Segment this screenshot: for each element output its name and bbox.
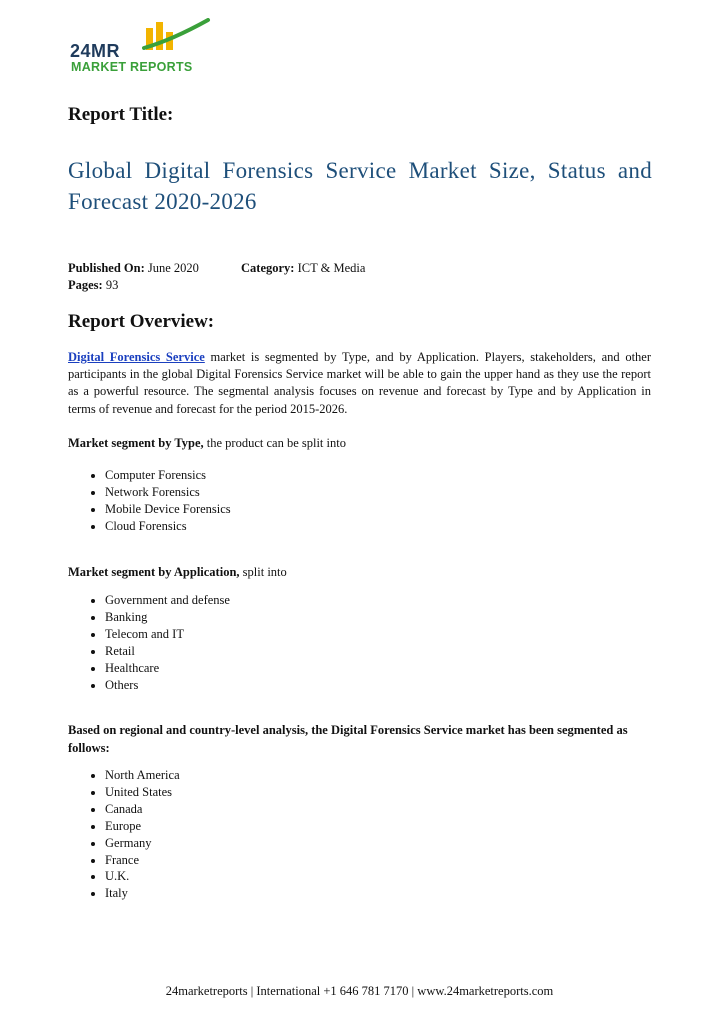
segment-application-bold: Market segment by Application, bbox=[68, 565, 240, 579]
segment-region-list bbox=[89, 767, 180, 902]
list-item: Mobile Device Forensics bbox=[89, 501, 231, 518]
list-item: Banking bbox=[89, 609, 230, 626]
list-item: Canada bbox=[89, 801, 180, 818]
overview-paragraph bbox=[68, 349, 651, 418]
category bbox=[241, 261, 365, 276]
list-item: Europe bbox=[89, 818, 180, 835]
pages-label: Pages: bbox=[68, 278, 103, 292]
pages bbox=[68, 278, 118, 293]
list-item: Italy bbox=[89, 885, 180, 902]
segment-type-heading bbox=[68, 435, 652, 453]
report-title-label: Report Title: bbox=[68, 104, 174, 125]
list-item: Network Forensics bbox=[89, 484, 231, 501]
published-on bbox=[68, 261, 199, 276]
segment-application-heading bbox=[68, 564, 652, 582]
published-value: June 2020 bbox=[147, 261, 199, 275]
category-value: ICT & Media bbox=[297, 261, 366, 275]
list-item: Healthcare bbox=[89, 660, 230, 677]
segment-region-heading bbox=[68, 722, 652, 757]
segment-type-rest: the product can be split into bbox=[203, 436, 346, 450]
list-item: Retail bbox=[89, 643, 230, 660]
list-item: United States bbox=[89, 784, 180, 801]
logo-bars-icon bbox=[142, 18, 212, 52]
overview-link[interactable]: Digital Forensics Service bbox=[68, 350, 205, 364]
list-item: Telecom and IT bbox=[89, 626, 230, 643]
list-item: North America bbox=[89, 767, 180, 784]
overview-heading: Report Overview: bbox=[68, 311, 215, 332]
list-item: Germany bbox=[89, 835, 180, 852]
logo-main-text: 24MR bbox=[70, 41, 121, 61]
segment-application-list bbox=[89, 592, 230, 693]
list-item: France bbox=[89, 852, 180, 869]
pages-value: 93 bbox=[105, 278, 119, 292]
category-label: Category: bbox=[241, 261, 295, 275]
segment-region-bold: Based on regional and country-level analysis, the Digital Forensics Service market has been segmented as follows: bbox=[68, 723, 628, 755]
list-item: Computer Forensics bbox=[89, 467, 231, 484]
company-logo bbox=[68, 18, 218, 78]
page-footer: 24marketreports | International +1 646 781 7170 | www.24marketreports.com bbox=[165, 984, 554, 998]
list-item: Others bbox=[89, 677, 230, 694]
overview-body: market is segmented by Type, and by Application. Players, stakeholders, and other participants in the global Digital Forensics Service market will be able to gain the upper hand as they use the report as a powerful resource. The segmental analysis focuses on revenue and forecast by Type and by Application in terms of revenue and forecast for the period 2015-2026. bbox=[68, 350, 652, 416]
list-item: Government and defense bbox=[89, 592, 230, 609]
segment-type-list bbox=[89, 467, 231, 535]
published-label: Published On: bbox=[68, 261, 145, 275]
segment-application-rest: split into bbox=[239, 565, 287, 579]
report-title: Global Digital Forensics Service Market Size, Status and Forecast 2020-2026 bbox=[68, 158, 652, 214]
logo-sub-text: MARKET REPORTS bbox=[71, 60, 193, 74]
list-item: Cloud Forensics bbox=[89, 518, 231, 535]
list-item: U.K. bbox=[89, 868, 180, 885]
segment-type-bold: Market segment by Type, bbox=[68, 436, 204, 450]
